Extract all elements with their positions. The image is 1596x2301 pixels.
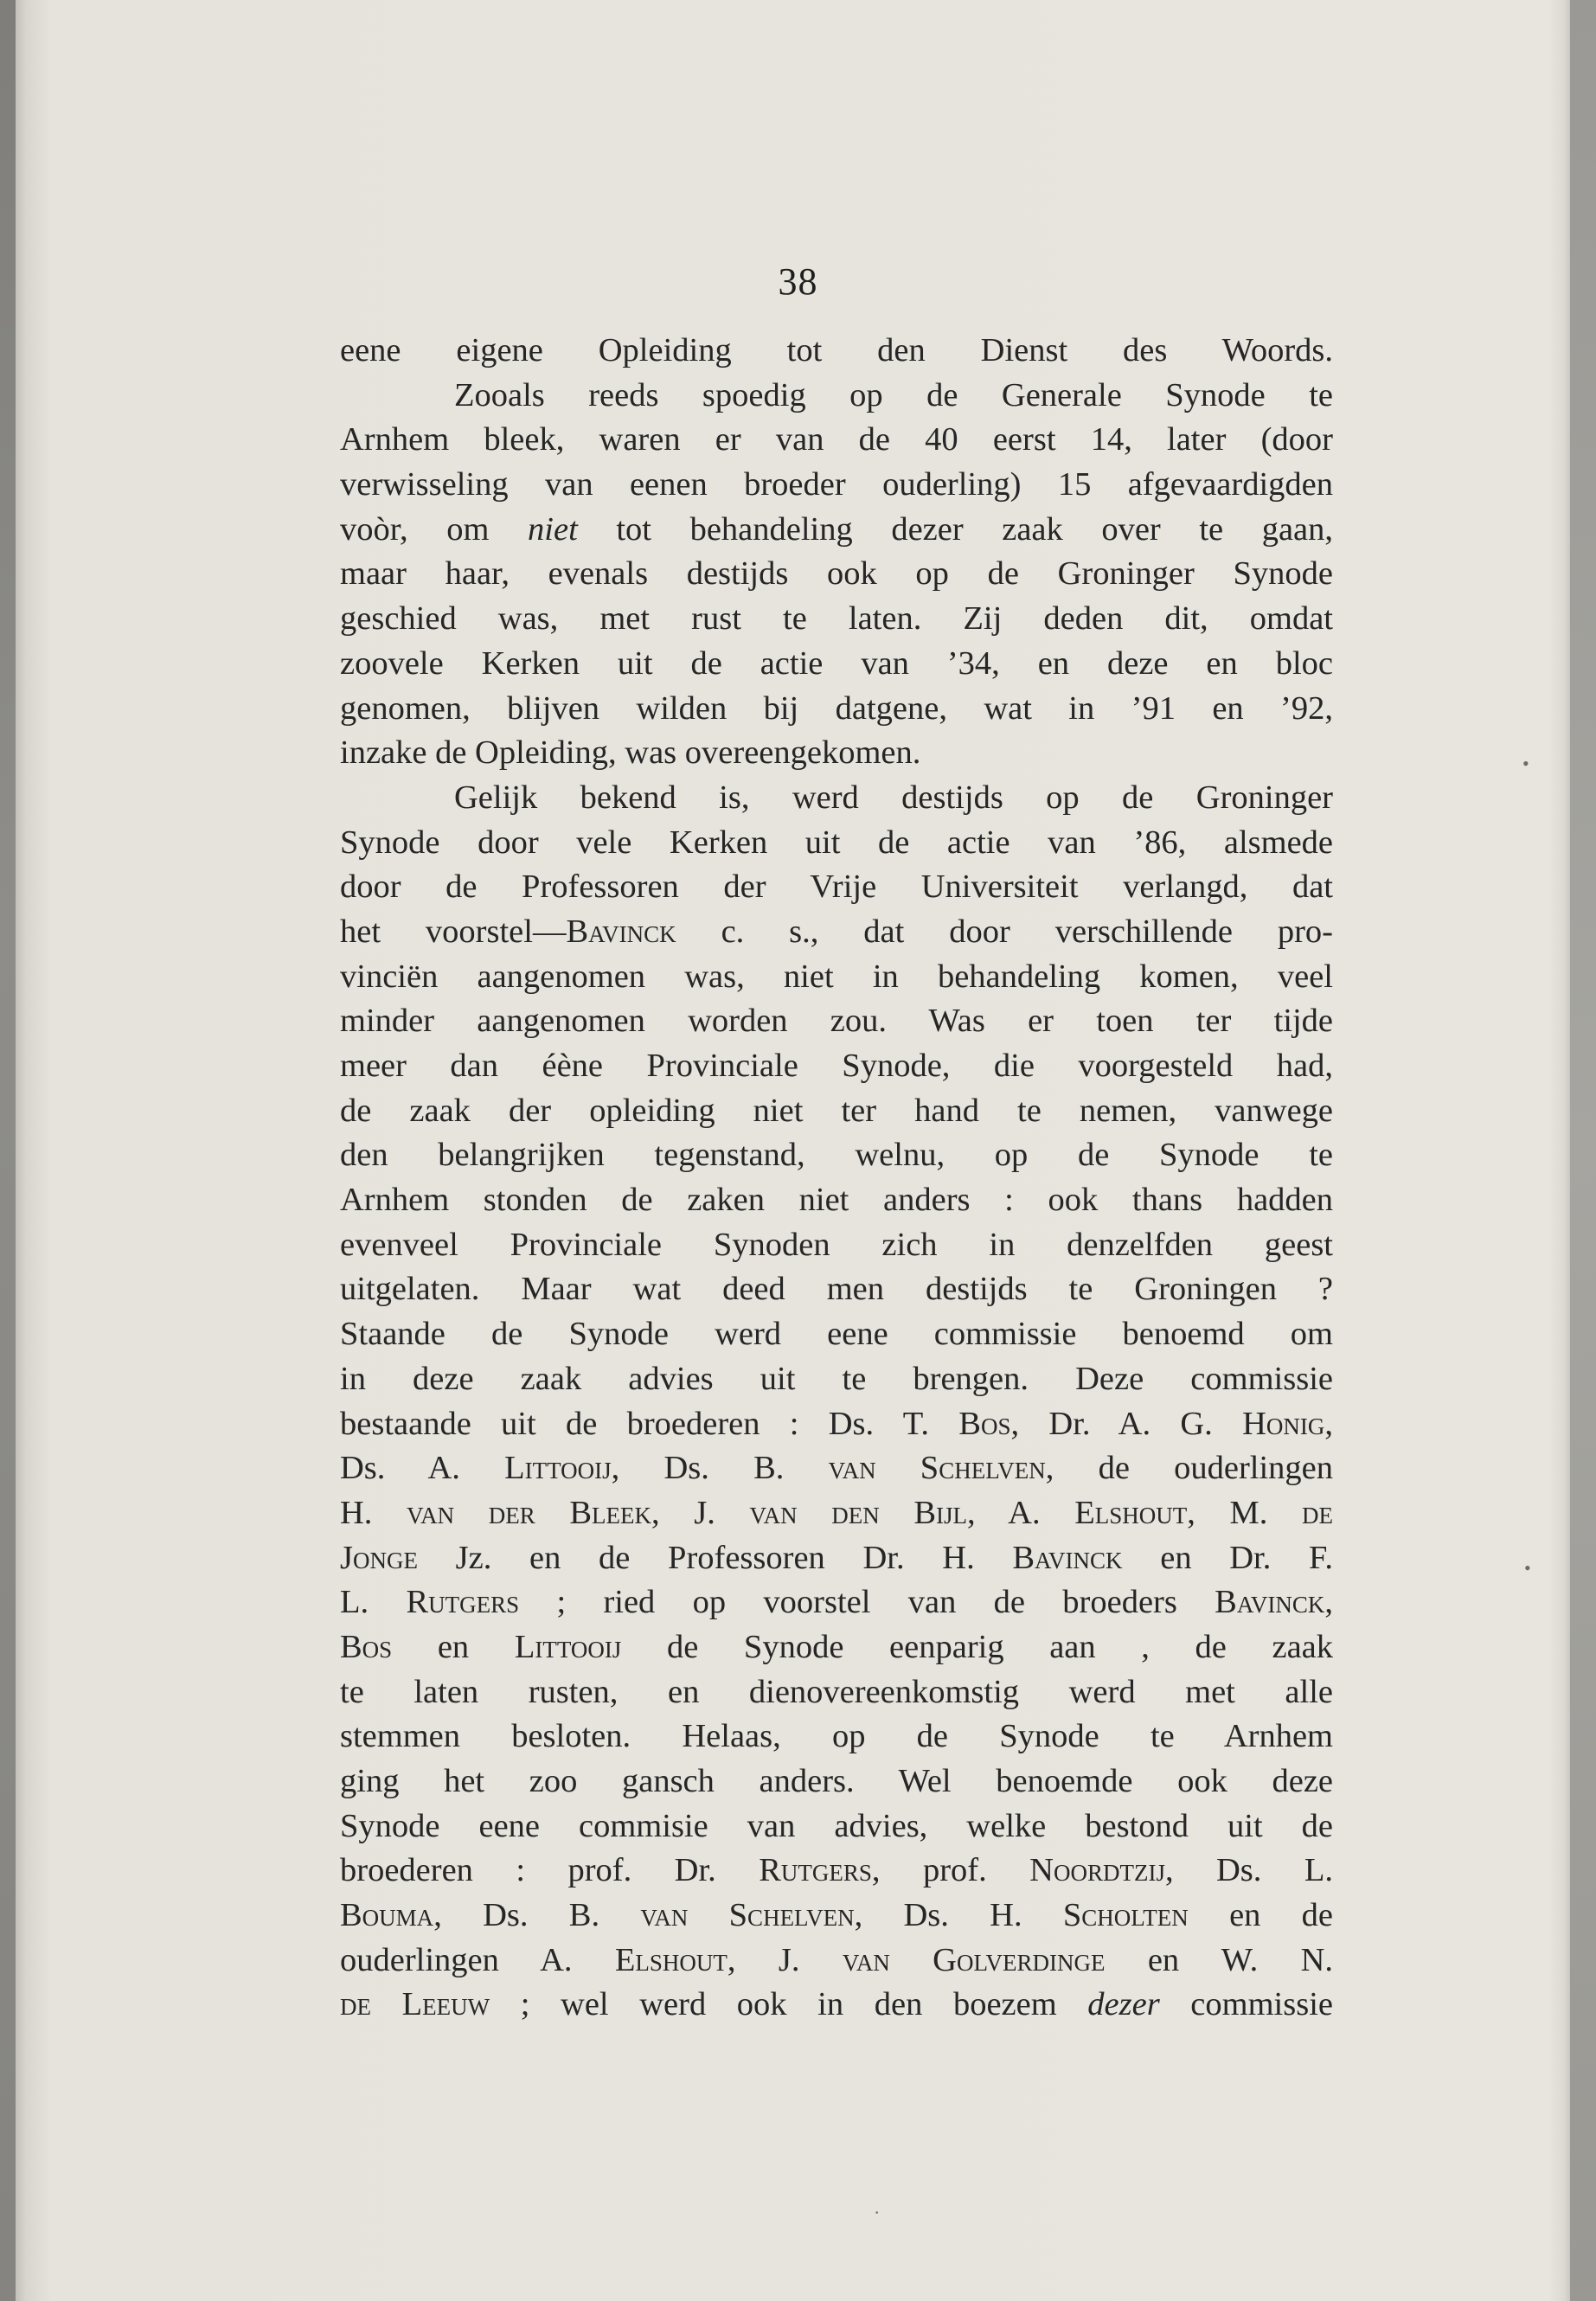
body-text [340, 329, 1333, 2028]
text-line: Zooals reeds spoedig op de Generale Synode te [454, 376, 1333, 413]
text-line: inzake de Opleiding, was overeengekomen. [340, 734, 921, 772]
text-line: Jonge Jz. en de Professoren Dr. H. Bavinck en Dr. F. [340, 1539, 1333, 1576]
text-line: Ds. A. Littooij, Ds. B. van Schelven, de ouderlingen [340, 1450, 1333, 1487]
text-line: Bouma, Ds. B. van Schelven, Ds. H. Scholten en de [340, 1897, 1334, 1934]
text-line: maar haar, evenals destijds ook op de Groninger Synode [340, 555, 1333, 593]
text-line: de Leeuw ; wel werd ook in den boezem dezer commissie [340, 1986, 1333, 2023]
text-line: broederen : prof. Dr. Rutgers, prof. Noordtzij, Ds. L. [340, 1852, 1333, 1889]
text-line: Bos en Littooij de Synode eenparig aan , de zaak [340, 1628, 1334, 1665]
text-line: het voorstel—Bavinck c. s., dat door verschillende pro- [340, 913, 1333, 950]
text-line: in deze zaak advies uit te brengen. Deze commissie [340, 1360, 1333, 1397]
text-line: door de Professoren der Vrije Universiteit verlangd, dat [340, 868, 1333, 906]
text-line: vinciën aangenomen was, niet in behandeling komen, veel [340, 958, 1333, 995]
text-line: Staande de Synode werd eene commissie benoemd om [340, 1316, 1333, 1353]
text-line: meer dan éène Provinciale Synode, die voorgesteld had, [340, 1048, 1333, 1084]
text-line: minder aangenomen worden zou. Was er toen ter tijde [340, 1003, 1333, 1040]
text-line: Synode eene commisie van advies, welke bestond uit de [340, 1807, 1333, 1844]
text-line: H. van der Bleek, J. van den Bijl, A. Elshout, M. de [340, 1494, 1334, 1531]
text-line: stemmen besloten. Helaas, op de Synode te Arnhem [340, 1718, 1333, 1755]
text-line: Gelijk bekend is, werd destijds op de Groninger [454, 779, 1333, 816]
text-line: Arnhem stonden de zaken niet anders : ook thans hadden [340, 1182, 1333, 1219]
text-line: ouderlingen A. Elshout, J. van Golverdinge en W. N. [340, 1941, 1334, 1978]
text-line: L. Rutgers ; ried op voorstel van de broeders Bavinck, [340, 1584, 1333, 1621]
text-line: te laten rusten, en dienovereenkomstig werd met alle [340, 1673, 1333, 1710]
text-line: geschied was, met rust te laten. Zij deden dit, omdat [340, 600, 1333, 638]
page-number: 38 [778, 260, 818, 303]
text-line: Arnhem bleek, waren er van de 40 eerst 14, later (door [340, 421, 1333, 458]
text-line: ging het zoo gansch anders. Wel benoemde ook deze [340, 1763, 1333, 1799]
text-line: voòr, om niet tot behandeling dezer zaak over te gaan, [340, 510, 1333, 548]
text-line: den belangrijken tegenstand, welnu, op de Synode te [340, 1137, 1333, 1174]
margin-mark: • [1524, 1557, 1531, 1579]
text-line: evenveel Provinciale Synoden zich in denzelfden geest [340, 1226, 1333, 1263]
paper-speck: · [874, 2202, 881, 2223]
text-line: Synode door vele Kerken uit de actie van ’86, alsmede [340, 824, 1333, 861]
text-line: eene eigene Opleiding tot den Dienst des Woords. [340, 332, 1333, 369]
text-line: genomen, blijven wilden bij datgene, wat in ’91 en ’92, [340, 689, 1333, 727]
right-page-edge [1570, 0, 1596, 2301]
text-line: de zaak der opleiding niet ter hand te nemen, vanwege [340, 1092, 1333, 1129]
left-binding-edge [0, 0, 16, 2301]
text-line: bestaande uit de broederen : Ds. T. Bos, Dr. A. G. Honig, [340, 1405, 1334, 1442]
margin-mark: • [1522, 753, 1529, 774]
text-line: uitgelaten. Maar wat deed men destijds te Groningen ? [340, 1271, 1333, 1308]
text-line: zoovele Kerken uit de actie van ’34, en deze en bloc [340, 644, 1333, 682]
text-line: verwisseling van eenen broeder ouderling) 15 afgevaardigden [340, 466, 1333, 503]
